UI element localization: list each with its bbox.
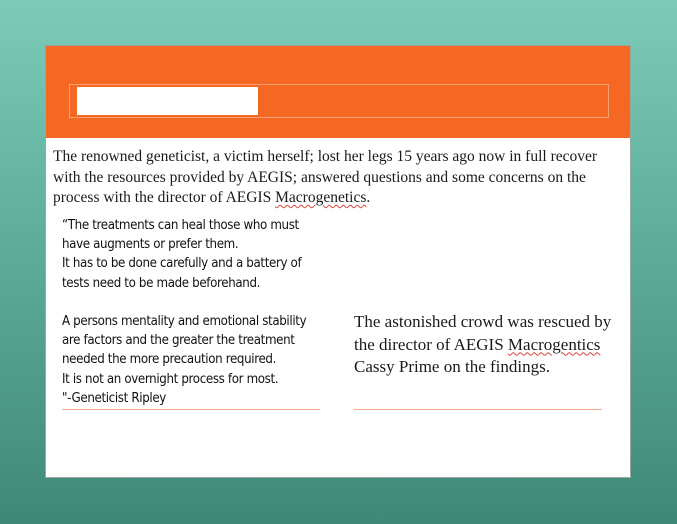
quote-attribution: "-Geneticist Ripley <box>62 390 166 406</box>
quote-line: have augments or prefer them. <box>62 237 239 253</box>
quote-line: are factors and the greater the treatment <box>62 333 295 349</box>
intro-paragraph <box>53 147 623 209</box>
quote-line: It is not an overnight process for most. <box>62 371 279 387</box>
rescue-divider <box>354 409 602 410</box>
rescue-paragraph <box>354 311 630 379</box>
title-placeholder-box[interactable] <box>77 87 258 115</box>
geneticist-quote <box>62 216 326 408</box>
rescue-end: Cassy Prime on the findings. <box>354 357 550 376</box>
quote-divider <box>62 409 320 410</box>
spellcheck-word: Macrogentics <box>507 334 601 354</box>
intro-end: . <box>366 189 371 206</box>
quote-line: “The treatments can heal those who must <box>62 218 299 233</box>
rescue-text: The astonished crowd was rescued by the director of AEGIS <box>354 312 612 354</box>
quote-line: tests need to be made beforehand. <box>62 275 261 291</box>
quote-line: needed the more precaution required. <box>62 352 277 368</box>
spellcheck-word: Macrogenetics <box>275 189 367 206</box>
quote-gap <box>62 293 326 312</box>
quote-line: It has to be done carefully and a battery of <box>62 256 302 272</box>
intro-text: The renowned geneticist, a victim herself; lost her legs 15 years ago now in full recover with the resources provided by AEGIS; answered questions and some concerns on the process with the director of AEGIS <box>53 148 598 206</box>
document-page <box>45 45 631 478</box>
quote-line: A persons mentality and emotional stability <box>62 314 307 329</box>
